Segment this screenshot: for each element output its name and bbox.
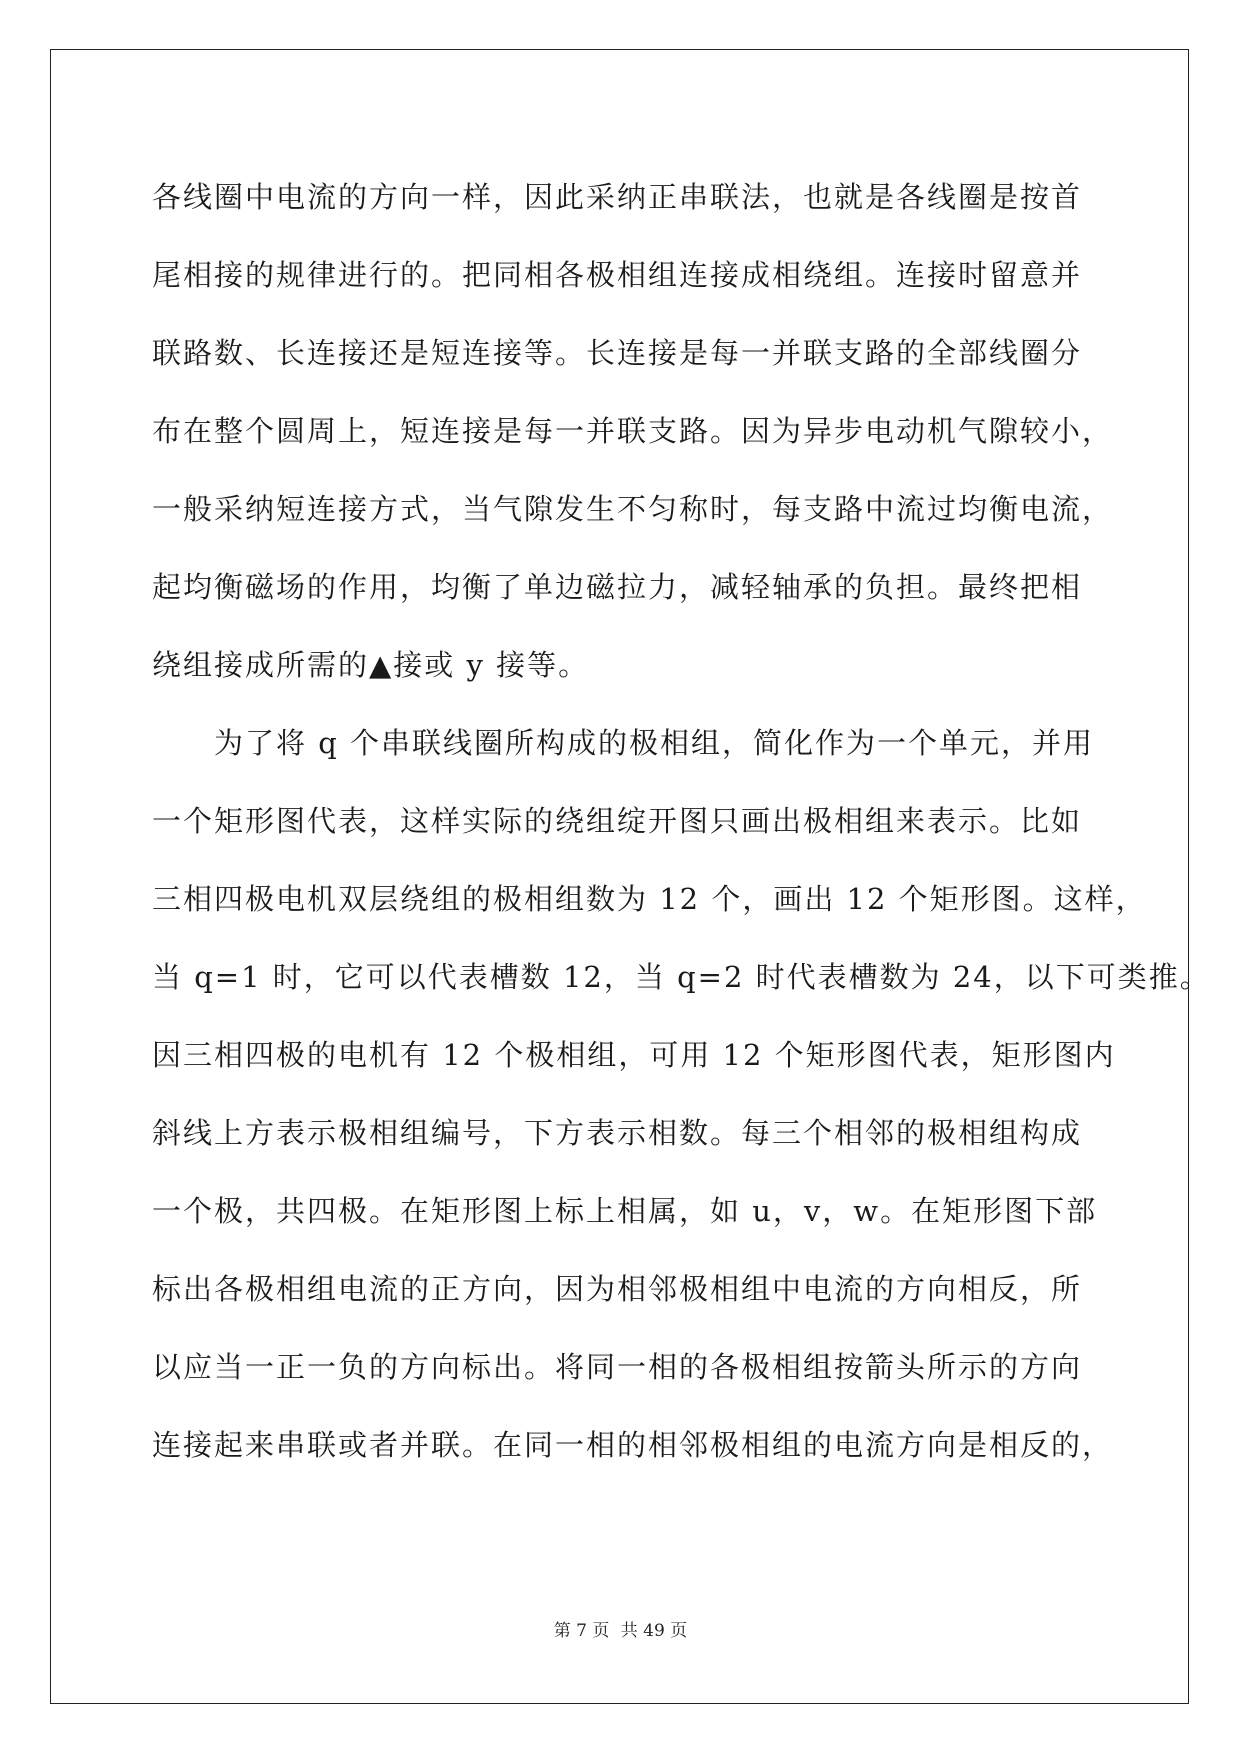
text-line: 各线圈中电流的方向一样，因此采纳正串联法，也就是各线圈是按首: [152, 180, 1083, 214]
text-line: 一个矩形图代表，这样实际的绕组绽开图只画出极相组来表示。比如: [152, 804, 1083, 838]
text-line: 三相四极电机双层绕组的极相组数为 12 个，画出 12 个矩形图。这样，: [152, 882, 1147, 916]
text-line: 布在整个圆周上，短连接是每一并联支路。因为异步电动机气隙较小，: [152, 414, 1114, 448]
text-line: 因三相四极的电机有 12 个极相组，可用 12 个矩形图代表，矩形图内: [152, 1038, 1116, 1072]
text-line: 标出各极相组电流的正方向，因为相邻极相组中电流的方向相反，所: [152, 1272, 1083, 1306]
text-line: 尾相接的规律进行的。把同相各极相组连接成相绕组。连接时留意并: [152, 258, 1083, 292]
text-line: 斜线上方表示极相组编号，下方表示相数。每三个相邻的极相组构成: [152, 1116, 1083, 1150]
document-body: [152, 158, 1211, 1484]
text-line: 连接起来串联或者并联。在同一相的相邻极相组的电流方向是相反的，: [152, 1428, 1114, 1462]
page-footer: [0, 1616, 1241, 1641]
text-line: 以应当一正一负的方向标出。将同一相的各极相组按箭头所示的方向: [152, 1350, 1083, 1384]
page-total: 共 49 页: [620, 1621, 688, 1641]
text-line: 联路数、长连接还是短连接等。长连接是每一并联支路的全部线圈分: [152, 336, 1083, 370]
text-line: 一个极，共四极。在矩形图上标上相属，如 u，v，w。在矩形图下部: [152, 1194, 1098, 1228]
text-line: 一般采纳短连接方式，当气隙发生不匀称时，每支路中流过均衡电流，: [152, 492, 1114, 526]
text-line: 绕组接成所需的▲接或 y 接等。: [152, 648, 590, 682]
paragraph-first-line: 为了将 q 个串联线圈所构成的极相组，简化作为一个单元，并用: [214, 726, 1095, 760]
text-line: 起均衡磁场的作用，均衡了单边磁拉力，减轻轴承的负担。最终把相: [152, 570, 1083, 604]
text-line: 当 q=1 时，它可以代表槽数 12，当 q=2 时代表槽数为 24，以下可类推。: [152, 960, 1211, 994]
page-number: 第 7 页: [553, 1621, 610, 1641]
